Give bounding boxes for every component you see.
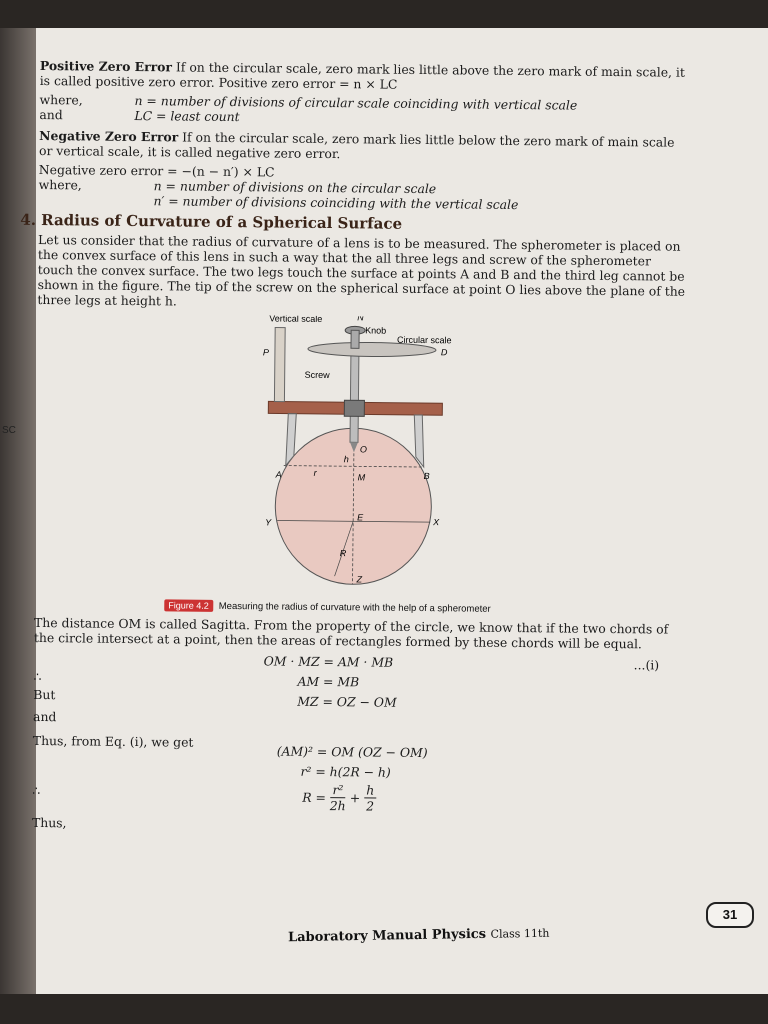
label-m: M xyxy=(357,472,366,483)
thus-label: Thus, xyxy=(31,814,67,831)
margin-fragment: SC xyxy=(2,425,16,436)
label-p: P xyxy=(262,347,269,358)
label-z: Z xyxy=(356,574,363,585)
fraction-2-numerator: h xyxy=(364,782,376,798)
where-text: n = number of divisions of circular scale coinciding with vertical scale xyxy=(134,92,578,113)
equation-5: r² = h(2R − h) xyxy=(300,763,391,780)
equation-1: OM · MZ = AM · MB xyxy=(263,653,394,670)
label-screw: Screw xyxy=(304,369,330,381)
thus-from-eq-label: Thus, from Eq. (i), we get xyxy=(32,732,194,750)
equation-4: (AM)² = OM (OZ − OM) xyxy=(276,743,428,761)
fraction-1-denominator: 2h xyxy=(329,798,346,814)
equations xyxy=(32,651,684,858)
page-content xyxy=(20,58,690,858)
label-d: D xyxy=(440,347,448,358)
where-text-2: n′ = number of divisions coinciding with the vertical scale xyxy=(153,193,519,213)
section-body: Let us consider that the radius of curvature of a lens is to be measured. The spherometer is placed on the convex surface of this lens in such a way that the all three legs and screw of the spherometer touch the convex surface. The two legs touch the surface at points A and B and the third leg cannot be shown in the figure. The tip of the screw on the spherical surface at point O lies above the plane of the three legs at height h. xyxy=(37,231,686,309)
section-heading: 4. Radius of Curvature of a Spherical Surface xyxy=(20,210,403,233)
positive-zero-error xyxy=(40,58,690,95)
and-label: and xyxy=(33,708,57,725)
label-x: X xyxy=(433,517,440,528)
equation-3: MZ = OZ − OM xyxy=(297,693,397,710)
label-circular-scale: Circular scale xyxy=(397,334,452,346)
where-label: where, xyxy=(39,91,83,108)
figure-tag: Figure 4.2 xyxy=(164,599,213,612)
fraction-1-numerator: r² xyxy=(330,782,345,798)
positive-text: If on the circular scale, zero mark lies little above the zero mark of main scale, it is called positive zero error. Positive zero error = n × LC xyxy=(39,59,685,92)
negative-text: If on the circular scale, zero mark lies little below the zero mark of main scale or vertical scale, it is called negative zero error. xyxy=(38,129,675,162)
figure-caption xyxy=(164,598,491,616)
spacer xyxy=(38,192,133,208)
positive-title: Positive Zero Error xyxy=(39,58,173,75)
label-b: B xyxy=(423,471,430,482)
negative-title: Negative Zero Error xyxy=(39,127,179,145)
spherometer-diagram xyxy=(34,313,687,610)
equation-6 xyxy=(302,782,380,814)
label-knob: Knob xyxy=(365,325,387,336)
therefore-symbol: ∴ xyxy=(33,668,42,685)
footer-class: Class 11th xyxy=(490,926,550,941)
where-text: n = number of divisions on the circular scale xyxy=(153,178,437,197)
negative-zero-error xyxy=(39,128,689,165)
label-r: r xyxy=(313,467,317,478)
fraction-1 xyxy=(330,782,346,813)
fraction-2 xyxy=(364,782,376,813)
plus-sign: + xyxy=(349,790,361,806)
label-h: h xyxy=(343,454,349,465)
negative-formula: Negative zero error = −(n − n′) × LC xyxy=(38,161,275,180)
label-r-radius: R xyxy=(339,548,347,559)
equation-1-ref: ...(i) xyxy=(633,657,660,673)
where-label: where, xyxy=(38,176,82,193)
label-a: A xyxy=(275,469,282,480)
sagitta-text: The distance OM is called Sagitta. From the property of the circle, we know that if the two chords of the circle intersect at a point, then the areas of rectangles formed by these chords will be equal. xyxy=(33,614,669,652)
label-y: Y xyxy=(265,517,272,528)
figure-caption-text: Measuring the radius of curvature with the help of a spherometer xyxy=(218,600,491,615)
label-o: O xyxy=(359,444,367,455)
label-n: N xyxy=(357,312,364,323)
screw-nut xyxy=(344,400,364,416)
but-label: But xyxy=(33,686,56,703)
and-text: LC = least count xyxy=(134,107,240,125)
book-spine xyxy=(0,28,36,994)
label-vertical-scale: Vertical scale xyxy=(269,313,323,324)
footer-title: Laboratory Manual Physics xyxy=(287,926,487,946)
and-label: and xyxy=(39,106,63,123)
equation-2: AM = MB xyxy=(297,673,360,690)
label-e: E xyxy=(357,512,364,523)
vertical-scale xyxy=(274,327,285,401)
page-number: 31 xyxy=(706,902,754,928)
screw xyxy=(350,352,359,442)
eq6-lhs: R = xyxy=(302,789,327,806)
fraction-2-denominator: 2 xyxy=(366,798,375,814)
knob-stem xyxy=(351,330,359,348)
therefore-symbol-2: ∴ xyxy=(32,782,41,799)
spherometer-figure xyxy=(34,313,687,616)
